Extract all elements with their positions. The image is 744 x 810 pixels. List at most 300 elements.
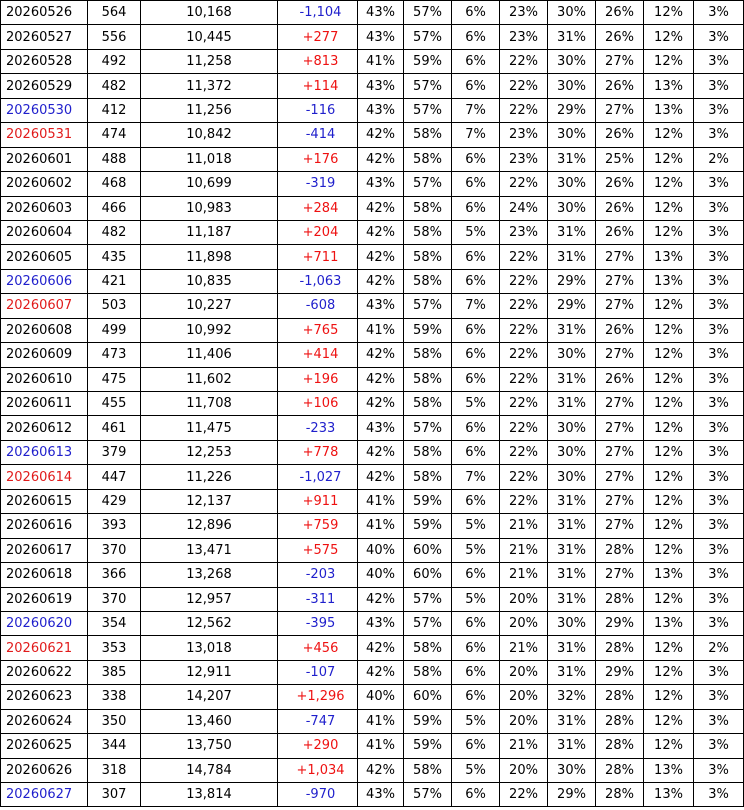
- change-cell: -395: [278, 611, 358, 635]
- count-cell: 564: [88, 1, 141, 25]
- percent-cell-5: 31%: [548, 660, 596, 684]
- percent-cell-7: 12%: [644, 660, 694, 684]
- percent-cell-4: 22%: [500, 318, 548, 342]
- count-cell: 473: [88, 343, 141, 367]
- percent-cell-6: 28%: [596, 734, 644, 758]
- percent-cell-1: 42%: [358, 367, 404, 391]
- percent-cell-7: 12%: [644, 367, 694, 391]
- percent-cell-5: 30%: [548, 172, 596, 196]
- percent-cell-3: 5%: [452, 538, 500, 562]
- percent-cell-3: 6%: [452, 636, 500, 660]
- count-cell: 435: [88, 245, 141, 269]
- count-cell: 488: [88, 147, 141, 171]
- total-cell: 13,471: [141, 538, 278, 562]
- change-cell: -233: [278, 416, 358, 440]
- total-cell: 12,137: [141, 489, 278, 513]
- percent-cell-4: 24%: [500, 196, 548, 220]
- total-cell: 11,475: [141, 416, 278, 440]
- percent-cell-8: 3%: [694, 440, 744, 464]
- percent-cell-4: 22%: [500, 49, 548, 73]
- percent-cell-6: 28%: [596, 685, 644, 709]
- percent-cell-2: 59%: [404, 734, 452, 758]
- total-cell: 13,750: [141, 734, 278, 758]
- total-cell: 12,911: [141, 660, 278, 684]
- table-row: [1, 294, 744, 318]
- percent-cell-6: 27%: [596, 416, 644, 440]
- percent-cell-3: 7%: [452, 98, 500, 122]
- date-cell: 20260625: [1, 734, 88, 758]
- percent-cell-3: 7%: [452, 465, 500, 489]
- date-cell: 20260616: [1, 514, 88, 538]
- date-cell: 20260623: [1, 685, 88, 709]
- percent-cell-1: 42%: [358, 758, 404, 782]
- total-cell: 12,957: [141, 587, 278, 611]
- percent-cell-3: 6%: [452, 489, 500, 513]
- percent-cell-7: 12%: [644, 392, 694, 416]
- percent-cell-3: 6%: [452, 416, 500, 440]
- total-cell: 14,784: [141, 758, 278, 782]
- table-row: [1, 318, 744, 342]
- percent-cell-8: 3%: [694, 416, 744, 440]
- percent-cell-1: 42%: [358, 220, 404, 244]
- percent-cell-5: 31%: [548, 538, 596, 562]
- percent-cell-2: 59%: [404, 709, 452, 733]
- percent-cell-5: 31%: [548, 563, 596, 587]
- change-cell: +778: [278, 440, 358, 464]
- change-cell: -311: [278, 587, 358, 611]
- change-cell: +911: [278, 489, 358, 513]
- percent-cell-6: 26%: [596, 1, 644, 25]
- percent-cell-4: 22%: [500, 245, 548, 269]
- percent-cell-3: 6%: [452, 147, 500, 171]
- percent-cell-8: 2%: [694, 147, 744, 171]
- total-cell: 12,253: [141, 440, 278, 464]
- percent-cell-6: 27%: [596, 465, 644, 489]
- percent-cell-3: 6%: [452, 245, 500, 269]
- count-cell: 447: [88, 465, 141, 489]
- percent-cell-5: 30%: [548, 123, 596, 147]
- percent-cell-1: 40%: [358, 563, 404, 587]
- percent-cell-5: 30%: [548, 196, 596, 220]
- percent-cell-1: 42%: [358, 587, 404, 611]
- percent-cell-4: 22%: [500, 367, 548, 391]
- change-cell: +711: [278, 245, 358, 269]
- percent-cell-8: 3%: [694, 25, 744, 49]
- percent-cell-1: 42%: [358, 196, 404, 220]
- percent-cell-1: 43%: [358, 25, 404, 49]
- total-cell: 11,018: [141, 147, 278, 171]
- percent-cell-2: 58%: [404, 147, 452, 171]
- percent-cell-3: 5%: [452, 220, 500, 244]
- count-cell: 393: [88, 514, 141, 538]
- change-cell: +176: [278, 147, 358, 171]
- total-cell: 11,187: [141, 220, 278, 244]
- percent-cell-6: 28%: [596, 758, 644, 782]
- percent-cell-2: 57%: [404, 783, 452, 807]
- percent-cell-5: 31%: [548, 636, 596, 660]
- date-cell: 20260609: [1, 343, 88, 367]
- percent-cell-7: 12%: [644, 709, 694, 733]
- table-row: [1, 74, 744, 98]
- change-cell: -970: [278, 783, 358, 807]
- change-cell: +277: [278, 25, 358, 49]
- percent-cell-3: 5%: [452, 392, 500, 416]
- percent-cell-5: 31%: [548, 318, 596, 342]
- total-cell: 13,814: [141, 783, 278, 807]
- percent-cell-4: 20%: [500, 685, 548, 709]
- percent-cell-8: 3%: [694, 74, 744, 98]
- percent-cell-2: 57%: [404, 172, 452, 196]
- change-cell: +196: [278, 367, 358, 391]
- percent-cell-4: 20%: [500, 660, 548, 684]
- percent-cell-5: 31%: [548, 709, 596, 733]
- percent-cell-5: 31%: [548, 220, 596, 244]
- total-cell: 11,602: [141, 367, 278, 391]
- count-cell: 366: [88, 563, 141, 587]
- count-cell: 421: [88, 269, 141, 293]
- percent-cell-2: 57%: [404, 98, 452, 122]
- percent-cell-5: 30%: [548, 758, 596, 782]
- percent-cell-7: 12%: [644, 514, 694, 538]
- date-cell: 20260611: [1, 392, 88, 416]
- total-cell: 13,460: [141, 709, 278, 733]
- total-cell: 10,842: [141, 123, 278, 147]
- percent-cell-1: 43%: [358, 611, 404, 635]
- date-cell: 20260620: [1, 611, 88, 635]
- date-cell: 20260531: [1, 123, 88, 147]
- percent-cell-2: 58%: [404, 245, 452, 269]
- date-cell: 20260526: [1, 1, 88, 25]
- percent-cell-4: 23%: [500, 147, 548, 171]
- percent-cell-3: 6%: [452, 367, 500, 391]
- total-cell: 10,227: [141, 294, 278, 318]
- percent-cell-7: 12%: [644, 196, 694, 220]
- table-row: [1, 172, 744, 196]
- percent-cell-1: 42%: [358, 269, 404, 293]
- percent-cell-1: 43%: [358, 783, 404, 807]
- percent-cell-4: 21%: [500, 514, 548, 538]
- percent-cell-8: 3%: [694, 98, 744, 122]
- total-cell: 10,168: [141, 1, 278, 25]
- count-cell: 307: [88, 783, 141, 807]
- date-cell: 20260613: [1, 440, 88, 464]
- total-cell: 11,258: [141, 49, 278, 73]
- count-cell: 318: [88, 758, 141, 782]
- percent-cell-6: 26%: [596, 318, 644, 342]
- percent-cell-7: 12%: [644, 343, 694, 367]
- percent-cell-5: 29%: [548, 294, 596, 318]
- percent-cell-6: 27%: [596, 489, 644, 513]
- percent-cell-8: 3%: [694, 709, 744, 733]
- percent-cell-8: 2%: [694, 636, 744, 660]
- percent-cell-7: 13%: [644, 783, 694, 807]
- percent-cell-2: 60%: [404, 538, 452, 562]
- change-cell: -1,104: [278, 1, 358, 25]
- count-cell: 370: [88, 587, 141, 611]
- table-row: [1, 98, 744, 122]
- percent-cell-8: 3%: [694, 172, 744, 196]
- table-body: [1, 1, 744, 807]
- percent-cell-7: 12%: [644, 685, 694, 709]
- percent-cell-3: 5%: [452, 709, 500, 733]
- table-row: [1, 636, 744, 660]
- date-cell: 20260626: [1, 758, 88, 782]
- percent-cell-3: 6%: [452, 269, 500, 293]
- date-cell: 20260608: [1, 318, 88, 342]
- percent-cell-8: 3%: [694, 294, 744, 318]
- percent-cell-5: 30%: [548, 440, 596, 464]
- date-cell: 20260527: [1, 25, 88, 49]
- table-row: [1, 220, 744, 244]
- percent-cell-2: 58%: [404, 196, 452, 220]
- percent-cell-5: 30%: [548, 74, 596, 98]
- percent-cell-8: 3%: [694, 245, 744, 269]
- percent-cell-1: 42%: [358, 440, 404, 464]
- percent-cell-2: 58%: [404, 123, 452, 147]
- percent-cell-5: 32%: [548, 685, 596, 709]
- percent-cell-3: 6%: [452, 1, 500, 25]
- percent-cell-2: 57%: [404, 611, 452, 635]
- percent-cell-4: 22%: [500, 416, 548, 440]
- percent-cell-2: 57%: [404, 416, 452, 440]
- percent-cell-2: 59%: [404, 514, 452, 538]
- percent-cell-4: 22%: [500, 172, 548, 196]
- count-cell: 350: [88, 709, 141, 733]
- total-cell: 10,983: [141, 196, 278, 220]
- percent-cell-7: 12%: [644, 172, 694, 196]
- percent-cell-4: 23%: [500, 123, 548, 147]
- total-cell: 11,406: [141, 343, 278, 367]
- percent-cell-8: 3%: [694, 514, 744, 538]
- count-cell: 499: [88, 318, 141, 342]
- percent-cell-5: 30%: [548, 611, 596, 635]
- change-cell: +765: [278, 318, 358, 342]
- percent-cell-5: 31%: [548, 587, 596, 611]
- date-cell: 20260607: [1, 294, 88, 318]
- percent-cell-2: 57%: [404, 587, 452, 611]
- percent-cell-8: 3%: [694, 489, 744, 513]
- percent-cell-6: 28%: [596, 636, 644, 660]
- percent-cell-7: 12%: [644, 734, 694, 758]
- percent-cell-1: 42%: [358, 123, 404, 147]
- percent-cell-4: 21%: [500, 563, 548, 587]
- percent-cell-7: 12%: [644, 587, 694, 611]
- percent-cell-4: 20%: [500, 587, 548, 611]
- percent-cell-1: 43%: [358, 1, 404, 25]
- table-row: [1, 783, 744, 807]
- percent-cell-3: 5%: [452, 758, 500, 782]
- percent-cell-8: 3%: [694, 587, 744, 611]
- percent-cell-1: 43%: [358, 98, 404, 122]
- total-cell: 11,226: [141, 465, 278, 489]
- percent-cell-6: 26%: [596, 74, 644, 98]
- percent-cell-5: 30%: [548, 1, 596, 25]
- total-cell: 11,708: [141, 392, 278, 416]
- change-cell: +813: [278, 49, 358, 73]
- percent-cell-8: 3%: [694, 196, 744, 220]
- percent-cell-6: 26%: [596, 172, 644, 196]
- table-row: [1, 758, 744, 782]
- change-cell: +1,034: [278, 758, 358, 782]
- percent-cell-2: 58%: [404, 660, 452, 684]
- count-cell: 466: [88, 196, 141, 220]
- percent-cell-5: 30%: [548, 465, 596, 489]
- percent-cell-2: 58%: [404, 392, 452, 416]
- table-row: [1, 123, 744, 147]
- percent-cell-4: 22%: [500, 392, 548, 416]
- percent-cell-6: 28%: [596, 783, 644, 807]
- table-row: [1, 685, 744, 709]
- percent-cell-8: 3%: [694, 367, 744, 391]
- table-row: [1, 196, 744, 220]
- count-cell: 344: [88, 734, 141, 758]
- percent-cell-8: 3%: [694, 269, 744, 293]
- table-row: [1, 25, 744, 49]
- percent-cell-5: 31%: [548, 392, 596, 416]
- change-cell: -1,063: [278, 269, 358, 293]
- percent-cell-1: 43%: [358, 294, 404, 318]
- change-cell: -203: [278, 563, 358, 587]
- table-row: [1, 1, 744, 25]
- percent-cell-4: 20%: [500, 758, 548, 782]
- total-cell: 11,372: [141, 74, 278, 98]
- change-cell: +414: [278, 343, 358, 367]
- change-cell: -1,027: [278, 465, 358, 489]
- date-cell: 20260529: [1, 74, 88, 98]
- percent-cell-3: 6%: [452, 783, 500, 807]
- table-row: [1, 269, 744, 293]
- change-cell: -116: [278, 98, 358, 122]
- percent-cell-3: 5%: [452, 587, 500, 611]
- percent-cell-2: 58%: [404, 220, 452, 244]
- total-cell: 10,699: [141, 172, 278, 196]
- percent-cell-2: 57%: [404, 294, 452, 318]
- percent-cell-7: 12%: [644, 220, 694, 244]
- percent-cell-7: 12%: [644, 1, 694, 25]
- percent-cell-3: 5%: [452, 514, 500, 538]
- total-cell: 13,018: [141, 636, 278, 660]
- percent-cell-8: 3%: [694, 49, 744, 73]
- change-cell: +106: [278, 392, 358, 416]
- percent-cell-5: 31%: [548, 489, 596, 513]
- percent-cell-4: 22%: [500, 465, 548, 489]
- change-cell: -107: [278, 660, 358, 684]
- percent-cell-8: 3%: [694, 1, 744, 25]
- percent-cell-5: 29%: [548, 98, 596, 122]
- percent-cell-2: 57%: [404, 25, 452, 49]
- date-cell: 20260615: [1, 489, 88, 513]
- percent-cell-3: 7%: [452, 294, 500, 318]
- percent-cell-7: 13%: [644, 74, 694, 98]
- date-cell: 20260614: [1, 465, 88, 489]
- count-cell: 385: [88, 660, 141, 684]
- percent-cell-8: 3%: [694, 734, 744, 758]
- percent-cell-6: 26%: [596, 220, 644, 244]
- date-cell: 20260603: [1, 196, 88, 220]
- percent-cell-3: 6%: [452, 49, 500, 73]
- percent-cell-6: 27%: [596, 269, 644, 293]
- percent-cell-2: 58%: [404, 636, 452, 660]
- percent-cell-5: 30%: [548, 49, 596, 73]
- percent-cell-4: 22%: [500, 98, 548, 122]
- percent-cell-8: 3%: [694, 392, 744, 416]
- percent-cell-1: 43%: [358, 172, 404, 196]
- percent-cell-7: 12%: [644, 123, 694, 147]
- date-cell: 20260619: [1, 587, 88, 611]
- percent-cell-1: 41%: [358, 514, 404, 538]
- percent-cell-3: 6%: [452, 685, 500, 709]
- percent-cell-1: 43%: [358, 416, 404, 440]
- percent-cell-8: 3%: [694, 783, 744, 807]
- total-cell: 11,256: [141, 98, 278, 122]
- change-cell: -747: [278, 709, 358, 733]
- percent-cell-5: 29%: [548, 783, 596, 807]
- percent-cell-6: 27%: [596, 563, 644, 587]
- date-cell: 20260606: [1, 269, 88, 293]
- date-cell: 20260530: [1, 98, 88, 122]
- count-cell: 474: [88, 123, 141, 147]
- count-cell: 354: [88, 611, 141, 635]
- total-cell: 12,562: [141, 611, 278, 635]
- count-cell: 461: [88, 416, 141, 440]
- percent-cell-3: 6%: [452, 196, 500, 220]
- count-cell: 370: [88, 538, 141, 562]
- percent-cell-5: 31%: [548, 25, 596, 49]
- percent-cell-6: 28%: [596, 709, 644, 733]
- percent-cell-7: 13%: [644, 611, 694, 635]
- percent-cell-1: 40%: [358, 538, 404, 562]
- percent-cell-5: 31%: [548, 734, 596, 758]
- date-cell: 20260617: [1, 538, 88, 562]
- table-row: [1, 147, 744, 171]
- percent-cell-8: 3%: [694, 758, 744, 782]
- percent-cell-7: 13%: [644, 269, 694, 293]
- percent-cell-1: 41%: [358, 709, 404, 733]
- percent-cell-7: 13%: [644, 98, 694, 122]
- date-cell: 20260621: [1, 636, 88, 660]
- date-cell: 20260618: [1, 563, 88, 587]
- percent-cell-4: 21%: [500, 538, 548, 562]
- percent-cell-7: 13%: [644, 563, 694, 587]
- percent-cell-4: 22%: [500, 294, 548, 318]
- percent-cell-1: 42%: [358, 147, 404, 171]
- date-cell: 20260624: [1, 709, 88, 733]
- change-cell: +1,296: [278, 685, 358, 709]
- percent-cell-3: 6%: [452, 74, 500, 98]
- percent-cell-2: 60%: [404, 563, 452, 587]
- percent-cell-4: 23%: [500, 25, 548, 49]
- total-cell: 13,268: [141, 563, 278, 587]
- percent-cell-3: 6%: [452, 563, 500, 587]
- percent-cell-2: 58%: [404, 440, 452, 464]
- percent-cell-1: 42%: [358, 392, 404, 416]
- percent-cell-7: 12%: [644, 25, 694, 49]
- count-cell: 556: [88, 25, 141, 49]
- table-row: [1, 367, 744, 391]
- percent-cell-4: 22%: [500, 440, 548, 464]
- percent-cell-4: 20%: [500, 611, 548, 635]
- total-cell: 10,835: [141, 269, 278, 293]
- percent-cell-1: 42%: [358, 343, 404, 367]
- total-cell: 14,207: [141, 685, 278, 709]
- percent-cell-5: 31%: [548, 514, 596, 538]
- percent-cell-7: 13%: [644, 758, 694, 782]
- percent-cell-8: 3%: [694, 123, 744, 147]
- percent-cell-8: 3%: [694, 611, 744, 635]
- percent-cell-5: 31%: [548, 245, 596, 269]
- change-cell: -319: [278, 172, 358, 196]
- percent-cell-4: 21%: [500, 636, 548, 660]
